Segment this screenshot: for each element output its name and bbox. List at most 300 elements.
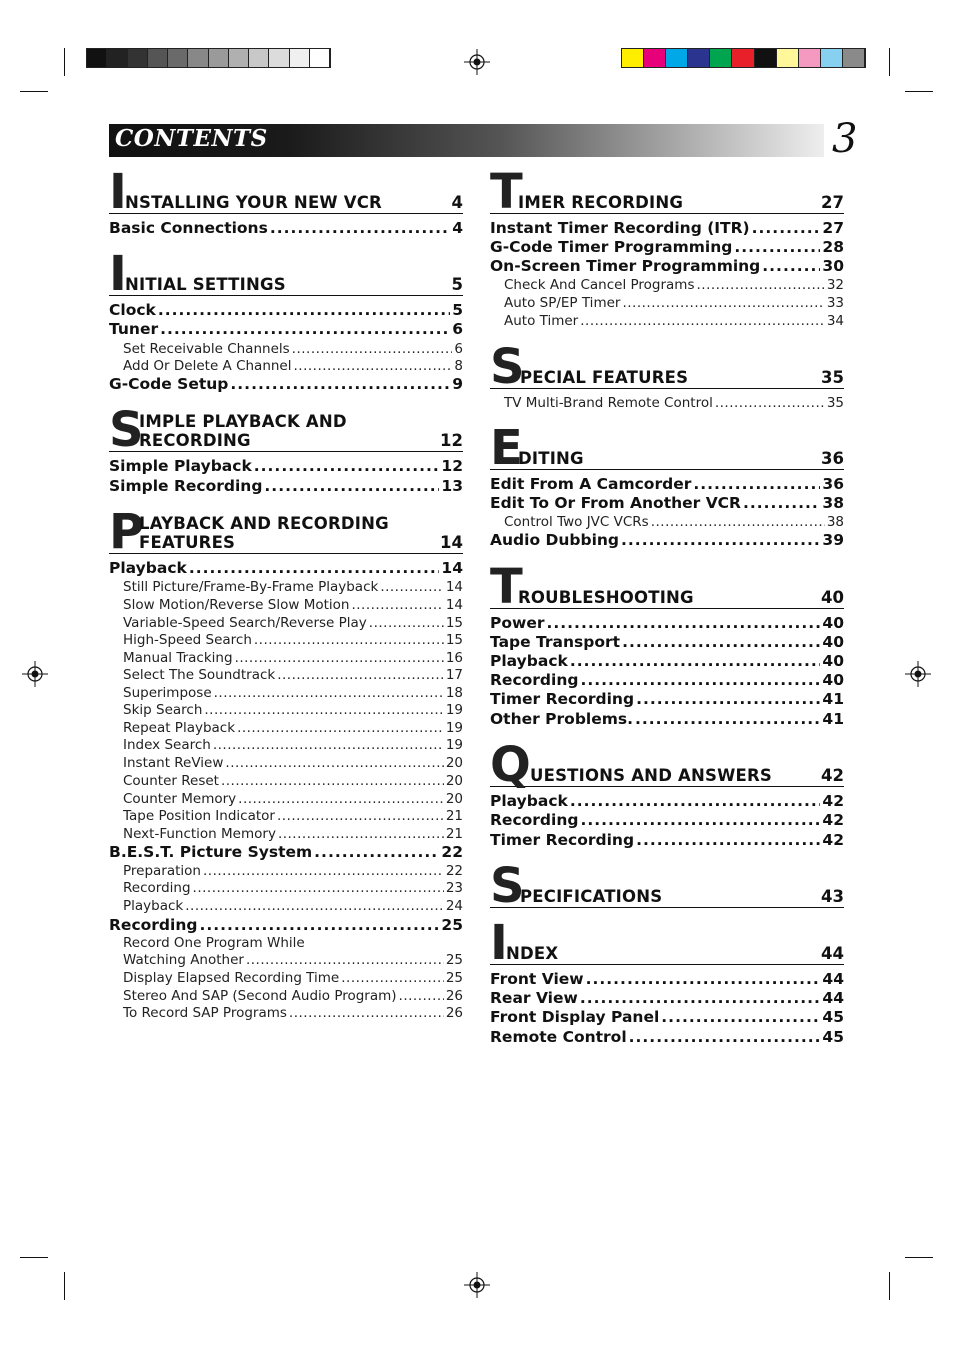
toc-entry-label: Remote Control	[490, 1028, 627, 1046]
calibration-swatch	[148, 49, 168, 67]
dot-leader	[580, 989, 821, 1008]
toc-entry[interactable]	[109, 615, 463, 632]
toc-entry-page: 44	[822, 989, 844, 1007]
toc-entry-label: Skip Search	[123, 702, 203, 718]
toc-entry[interactable]	[490, 313, 844, 330]
toc-entry-page: 26	[445, 1005, 463, 1021]
drop-cap: I	[490, 915, 508, 971]
toc-entry-label: Audio Dubbing	[490, 531, 620, 549]
section-title: PECIAL FEATURES	[520, 368, 689, 387]
toc-entry[interactable]	[490, 514, 844, 531]
toc-entry[interactable]	[490, 277, 844, 294]
registration-mark-icon	[464, 1272, 490, 1298]
toc-entry[interactable]	[109, 375, 463, 394]
toc-entry-label: Next-Function Memory	[123, 826, 276, 842]
crop-mark	[905, 1257, 933, 1258]
toc-entry-label: Tape Transport	[490, 633, 621, 651]
dot-leader	[193, 880, 444, 897]
gray-calibration-bar	[86, 48, 331, 68]
dot-leader	[221, 773, 444, 790]
dot-leader	[636, 831, 820, 850]
dot-leader	[622, 633, 820, 652]
section-page-number: 5	[451, 275, 463, 294]
toc-entry-label: High-Speed Search	[123, 632, 252, 648]
toc-entry[interactable]	[490, 238, 844, 257]
dot-leader	[635, 710, 820, 729]
dot-leader	[278, 826, 444, 843]
calibration-swatch	[622, 49, 644, 67]
toc-entry-page: 40	[822, 652, 844, 670]
drop-cap: S	[490, 858, 525, 914]
toc-entry-page: 21	[445, 808, 463, 824]
toc-entry[interactable]	[109, 720, 463, 737]
dot-leader	[270, 219, 450, 238]
toc-entry-label: Front View	[490, 970, 584, 988]
toc-entry-label: Record One Program While	[123, 935, 305, 951]
section-heading	[109, 246, 463, 302]
registration-mark-icon	[22, 661, 48, 687]
toc-entry-label: Variable-Speed Search/Reverse Play	[123, 615, 367, 631]
dot-leader	[203, 863, 444, 880]
crop-mark	[64, 48, 65, 76]
dot-leader	[160, 320, 450, 339]
dot-leader	[158, 301, 450, 320]
toc-entry-label: Auto Timer	[504, 313, 579, 329]
toc-entry-page: 13	[441, 477, 463, 495]
toc-entry[interactable]	[109, 826, 463, 843]
dot-leader	[289, 1005, 444, 1022]
toc-entry-page: 28	[822, 238, 844, 256]
dot-leader	[661, 1008, 820, 1027]
calibration-swatch	[777, 49, 799, 67]
toc-entry-label: Index Search	[123, 737, 211, 753]
toc-entry-label: Instant ReView	[123, 755, 224, 771]
toc-entry[interactable]	[490, 257, 844, 276]
toc-entry-label: Simple Playback	[109, 457, 252, 475]
section-title: NDEX	[506, 944, 559, 963]
toc-entry-label: Playback	[109, 559, 187, 577]
toc-entry-label: Superimpose	[123, 685, 212, 701]
toc-entry[interactable]	[109, 773, 463, 790]
toc-entry-page: 40	[822, 614, 844, 632]
calibration-swatch	[249, 49, 269, 67]
toc-entry-page: 6	[452, 320, 463, 338]
toc-entry-label: Control Two JVC VCRs	[504, 514, 649, 530]
calibration-swatch	[168, 49, 188, 67]
toc-entry-page: 15	[445, 632, 463, 648]
toc-entry-page: 39	[822, 531, 844, 549]
toc-entry-label: TV Multi-Brand Remote Control	[504, 395, 713, 411]
section-page-number: 12	[440, 431, 463, 450]
toc-entry-page: 32	[826, 277, 844, 293]
toc-entry-label: Recording	[490, 811, 579, 829]
toc-entry-label: Basic Connections	[109, 219, 268, 237]
calibration-swatch	[799, 49, 821, 67]
toc-entry-page: 42	[822, 811, 844, 829]
toc-entry-label: Repeat Playback	[123, 720, 236, 736]
toc-entry-label: Counter Reset	[123, 773, 219, 789]
toc-entry-label: Playback	[490, 652, 568, 670]
dot-leader	[762, 257, 820, 276]
toc-entry[interactable]	[109, 341, 463, 358]
toc-entry[interactable]	[109, 843, 463, 862]
toc-entry-page: 20	[445, 755, 463, 771]
dot-leader	[225, 755, 443, 772]
dot-leader	[743, 494, 820, 513]
dot-leader	[734, 238, 820, 257]
registration-mark-icon	[464, 49, 490, 75]
toc-entry[interactable]	[109, 952, 463, 969]
section-title-line1: LAYBACK AND RECORDING	[139, 514, 389, 533]
dot-leader	[213, 737, 444, 754]
dot-leader	[204, 702, 443, 719]
crop-mark	[905, 91, 933, 92]
toc-entry[interactable]	[109, 219, 463, 238]
toc-entry-page: 16	[445, 650, 463, 666]
section-title: RECORDING	[139, 431, 251, 450]
toc-entry-page: 4	[452, 219, 463, 237]
registration-mark-icon	[905, 661, 931, 687]
section-title: FEATURES	[139, 533, 236, 552]
toc-entry[interactable]	[490, 494, 844, 513]
section-heading	[109, 504, 463, 560]
dot-leader	[693, 475, 820, 494]
dot-leader	[237, 720, 444, 737]
toc-entry[interactable]	[109, 477, 463, 496]
dot-leader	[351, 597, 443, 614]
dot-leader	[185, 898, 444, 915]
toc-entry[interactable]	[490, 531, 844, 550]
toc-entry-page: 33	[826, 295, 844, 311]
section-title: IMER RECORDING	[518, 193, 684, 212]
section-page-number: 4	[451, 193, 463, 212]
toc-entry-label: Tuner	[109, 320, 159, 338]
toc-entry-label: Counter Memory	[123, 791, 237, 807]
calibration-swatch	[666, 49, 688, 67]
crop-mark	[64, 1272, 65, 1300]
section-heading	[109, 402, 463, 458]
crop-mark	[20, 91, 48, 92]
toc-entry[interactable]	[109, 755, 463, 772]
section-page-number: 42	[821, 766, 844, 785]
dot-leader	[715, 395, 825, 412]
toc-entry-page: 14	[445, 597, 463, 613]
calibration-swatch	[688, 49, 710, 67]
dot-leader	[622, 295, 824, 312]
dot-leader	[580, 313, 825, 330]
toc-entry-page: 19	[445, 737, 463, 753]
toc-entry-label: Clock	[109, 301, 156, 319]
toc-entry[interactable]	[490, 652, 844, 671]
dot-leader	[752, 219, 821, 238]
toc-entry[interactable]	[490, 475, 844, 494]
toc-entry-page: 40	[822, 671, 844, 689]
color-calibration-bar	[621, 48, 866, 68]
section-page-number: 27	[821, 193, 844, 212]
calibration-swatch	[290, 49, 310, 67]
calibration-swatch	[710, 49, 732, 67]
toc-entry[interactable]	[109, 650, 463, 667]
page-title: CONTENTS	[115, 125, 268, 152]
dot-leader	[230, 375, 450, 394]
dot-leader	[629, 1028, 821, 1047]
toc-entry[interactable]	[490, 614, 844, 633]
toc-entry-label: Stereo And SAP (Second Audio Program)	[123, 988, 397, 1004]
dot-leader	[277, 667, 444, 684]
drop-cap: I	[109, 164, 127, 220]
toc-entry-page: 30	[822, 257, 844, 275]
section-heading	[490, 737, 844, 793]
toc-entry[interactable]	[490, 219, 844, 238]
toc-entry[interactable]	[490, 792, 844, 811]
toc-entry-label: Display Elapsed Recording Time	[123, 970, 340, 986]
toc-entry-label: Timer Recording	[490, 690, 635, 708]
toc-entry[interactable]	[109, 863, 463, 880]
toc-entry-page: 14	[441, 559, 463, 577]
calibration-swatch	[209, 49, 229, 67]
dot-leader	[399, 988, 444, 1005]
drop-cap: I	[109, 246, 127, 302]
toc-entry[interactable]	[490, 295, 844, 312]
toc-entry-label: Playback	[123, 898, 184, 914]
toc-entry[interactable]	[490, 671, 844, 690]
drop-cap: S	[109, 402, 144, 458]
toc-entry-label: Select The Soundtrack	[123, 667, 276, 683]
dot-leader	[294, 358, 453, 375]
toc-entry-page: 14	[445, 579, 463, 595]
toc-entry-page: 40	[822, 633, 844, 651]
toc-entry[interactable]	[490, 831, 844, 850]
toc-entry-page: 21	[445, 826, 463, 842]
dot-leader	[254, 457, 440, 476]
toc-entry[interactable]	[490, 395, 844, 412]
toc-entry-label: Check And Cancel Programs	[504, 277, 695, 293]
toc-entry-page: 36	[822, 475, 844, 493]
dot-leader	[314, 843, 439, 862]
toc-entry-page: 41	[822, 690, 844, 708]
contents-banner	[109, 124, 824, 157]
toc-entry-page: 23	[445, 880, 463, 896]
toc-entry-label: On-Screen Timer Programming	[490, 257, 761, 275]
toc-entry-page: 17	[445, 667, 463, 683]
toc-entry-label: Timer Recording	[490, 831, 635, 849]
toc-entry-page: 44	[822, 970, 844, 988]
toc-entry-label: Set Receivable Channels	[123, 341, 290, 357]
section-page-number: 44	[821, 944, 844, 963]
toc-entry[interactable]	[490, 710, 844, 729]
toc-entry[interactable]	[109, 737, 463, 754]
calibration-swatch	[755, 49, 777, 67]
toc-entry[interactable]	[109, 685, 463, 702]
toc-entry[interactable]	[490, 989, 844, 1008]
toc-entry[interactable]	[109, 632, 463, 649]
dot-leader	[586, 970, 821, 989]
toc-entry-label: Power	[490, 614, 545, 632]
toc-entry-label: Recording	[109, 916, 198, 934]
crop-mark	[889, 1272, 890, 1300]
section-page-number: 14	[440, 533, 463, 552]
section-heading	[490, 420, 844, 476]
toc-entry[interactable]	[109, 702, 463, 719]
toc-entry-page: 38	[822, 494, 844, 512]
section-title: ROUBLESHOOTING	[518, 588, 694, 607]
dot-leader	[254, 632, 444, 649]
toc-entry-label: Front Display Panel	[490, 1008, 660, 1026]
calibration-swatch	[821, 49, 843, 67]
toc-entry[interactable]	[490, 633, 844, 652]
toc-entry[interactable]	[109, 301, 463, 320]
toc-entry[interactable]	[109, 970, 463, 987]
toc-entry-label: Simple Recording	[109, 477, 263, 495]
toc-entry[interactable]	[109, 808, 463, 825]
drop-cap: T	[490, 164, 523, 220]
toc-entry-label: Other Problems.	[490, 710, 634, 728]
toc-entry-label: Tape Position Indicator	[123, 808, 275, 824]
dot-leader	[292, 341, 453, 358]
calibration-swatch	[87, 49, 107, 67]
toc-entry-label: Rear View	[490, 989, 578, 1007]
toc-entry-page: 8	[454, 358, 463, 374]
toc-entry-page: 42	[822, 792, 844, 810]
toc-entry[interactable]	[109, 457, 463, 476]
page-number: 3	[832, 116, 858, 162]
dot-leader	[636, 690, 820, 709]
dot-leader	[238, 791, 444, 808]
toc-entry-page: 18	[445, 685, 463, 701]
dot-leader	[369, 615, 444, 632]
toc-entry[interactable]	[109, 358, 463, 375]
section-page-number: 35	[821, 368, 844, 387]
section-title-line1: IMPLE PLAYBACK AND	[139, 412, 347, 431]
dot-leader	[547, 614, 821, 633]
section-heading	[490, 858, 844, 914]
toc-entry-label: Add Or Delete A Channel	[123, 358, 292, 374]
toc-entry-page: 6	[454, 341, 463, 357]
crop-mark	[889, 48, 890, 76]
toc-entry[interactable]	[490, 970, 844, 989]
calibration-swatch	[269, 49, 289, 67]
toc-entry-label: Recording	[490, 671, 579, 689]
section-title: UESTIONS AND ANSWERS	[530, 766, 772, 785]
toc-entry-page: 9	[452, 375, 463, 393]
toc-entry-page: 45	[822, 1028, 844, 1046]
toc-entry-label: G-Code Setup	[109, 375, 229, 393]
toc-entry-page: 25	[445, 952, 463, 968]
section-title: NSTALLING YOUR NEW VCR	[125, 193, 382, 212]
crop-mark	[20, 1257, 48, 1258]
calibration-swatch	[310, 49, 330, 67]
calibration-swatch	[229, 49, 249, 67]
toc-entry-page: 5	[452, 301, 463, 319]
toc-entry-page: 26	[445, 988, 463, 1004]
drop-cap: P	[109, 504, 145, 560]
section-title: PECIFICATIONS	[520, 887, 663, 906]
dot-leader	[697, 277, 825, 294]
toc-entry-label: Still Picture/Frame-By-Frame Playback	[123, 579, 379, 595]
toc-entry-page: 22	[445, 863, 463, 879]
dot-leader	[189, 559, 440, 578]
toc-entry[interactable]	[109, 791, 463, 808]
section-title: NITIAL SETTINGS	[125, 275, 286, 294]
toc-entry-page: 24	[445, 898, 463, 914]
toc-entry[interactable]	[109, 988, 463, 1005]
drop-cap: T	[490, 559, 523, 615]
toc-entry[interactable]	[109, 880, 463, 897]
dot-leader	[570, 652, 821, 671]
dot-leader	[264, 477, 439, 496]
toc-entry-label: Auto SP/EP Timer	[504, 295, 621, 311]
drop-cap: S	[490, 339, 525, 395]
toc-entry-label: Edit From A Camcorder	[490, 475, 692, 493]
section-heading	[490, 915, 844, 971]
toc-entry[interactable]	[490, 1008, 844, 1027]
toc-entry-page: 12	[441, 457, 463, 475]
toc-entry[interactable]	[109, 898, 463, 915]
toc-entry-page: 34	[826, 313, 844, 329]
toc-entry-page: 35	[826, 395, 844, 411]
calibration-swatch	[107, 49, 127, 67]
toc-entry-page: 20	[445, 791, 463, 807]
toc-entry[interactable]	[490, 811, 844, 830]
toc-entry[interactable]	[109, 667, 463, 684]
toc-entry[interactable]	[109, 559, 463, 578]
toc-entry-label: G-Code Timer Programming	[490, 238, 733, 256]
calibration-swatch	[128, 49, 148, 67]
toc-entry[interactable]	[109, 597, 463, 614]
toc-entry-label: Instant Timer Recording (ITR)	[490, 219, 750, 237]
toc-entry-label: To Record SAP Programs	[123, 1005, 287, 1021]
toc-entry-page: 25	[441, 916, 463, 934]
toc-entry[interactable]	[490, 1028, 844, 1047]
toc-entry-label: Preparation	[123, 863, 201, 879]
toc-entry-label: Playback	[490, 792, 568, 810]
drop-cap: Q	[490, 737, 531, 793]
toc-entry-page: 27	[822, 219, 844, 237]
calibration-swatch	[644, 49, 666, 67]
toc-entry[interactable]	[490, 690, 844, 709]
toc-entry-label: Manual Tracking	[123, 650, 233, 666]
toc-entry-page: 42	[822, 831, 844, 849]
toc-entry-label: Edit To Or From Another VCR	[490, 494, 741, 512]
toc-entry[interactable]	[109, 916, 463, 935]
section-heading	[109, 164, 463, 220]
dot-leader	[621, 531, 820, 550]
toc-entry-page: 25	[445, 970, 463, 986]
section-page-number: 43	[821, 887, 844, 906]
section-heading	[490, 164, 844, 220]
dot-leader	[580, 811, 820, 830]
toc-entry-page: 45	[822, 1008, 844, 1026]
section-page-number: 40	[821, 588, 844, 607]
toc-entry-page: 15	[445, 615, 463, 631]
toc-entry-label: Slow Motion/Reverse Slow Motion	[123, 597, 350, 613]
toc-entry[interactable]	[109, 579, 463, 596]
section-heading	[490, 559, 844, 615]
dot-leader	[580, 671, 820, 690]
dot-leader	[277, 808, 444, 825]
toc-entry-label: Recording	[123, 880, 191, 896]
toc-entry[interactable]	[109, 320, 463, 339]
dot-leader	[380, 579, 444, 596]
toc-entry-label: Watching Another	[123, 952, 244, 968]
toc-entry-page: 22	[441, 843, 463, 861]
section-heading	[490, 339, 844, 395]
toc-entry-label: B.E.S.T. Picture System	[109, 843, 313, 861]
dot-leader	[570, 792, 821, 811]
dot-leader	[214, 685, 444, 702]
dot-leader	[341, 970, 444, 987]
toc-entry[interactable]	[109, 1005, 463, 1022]
